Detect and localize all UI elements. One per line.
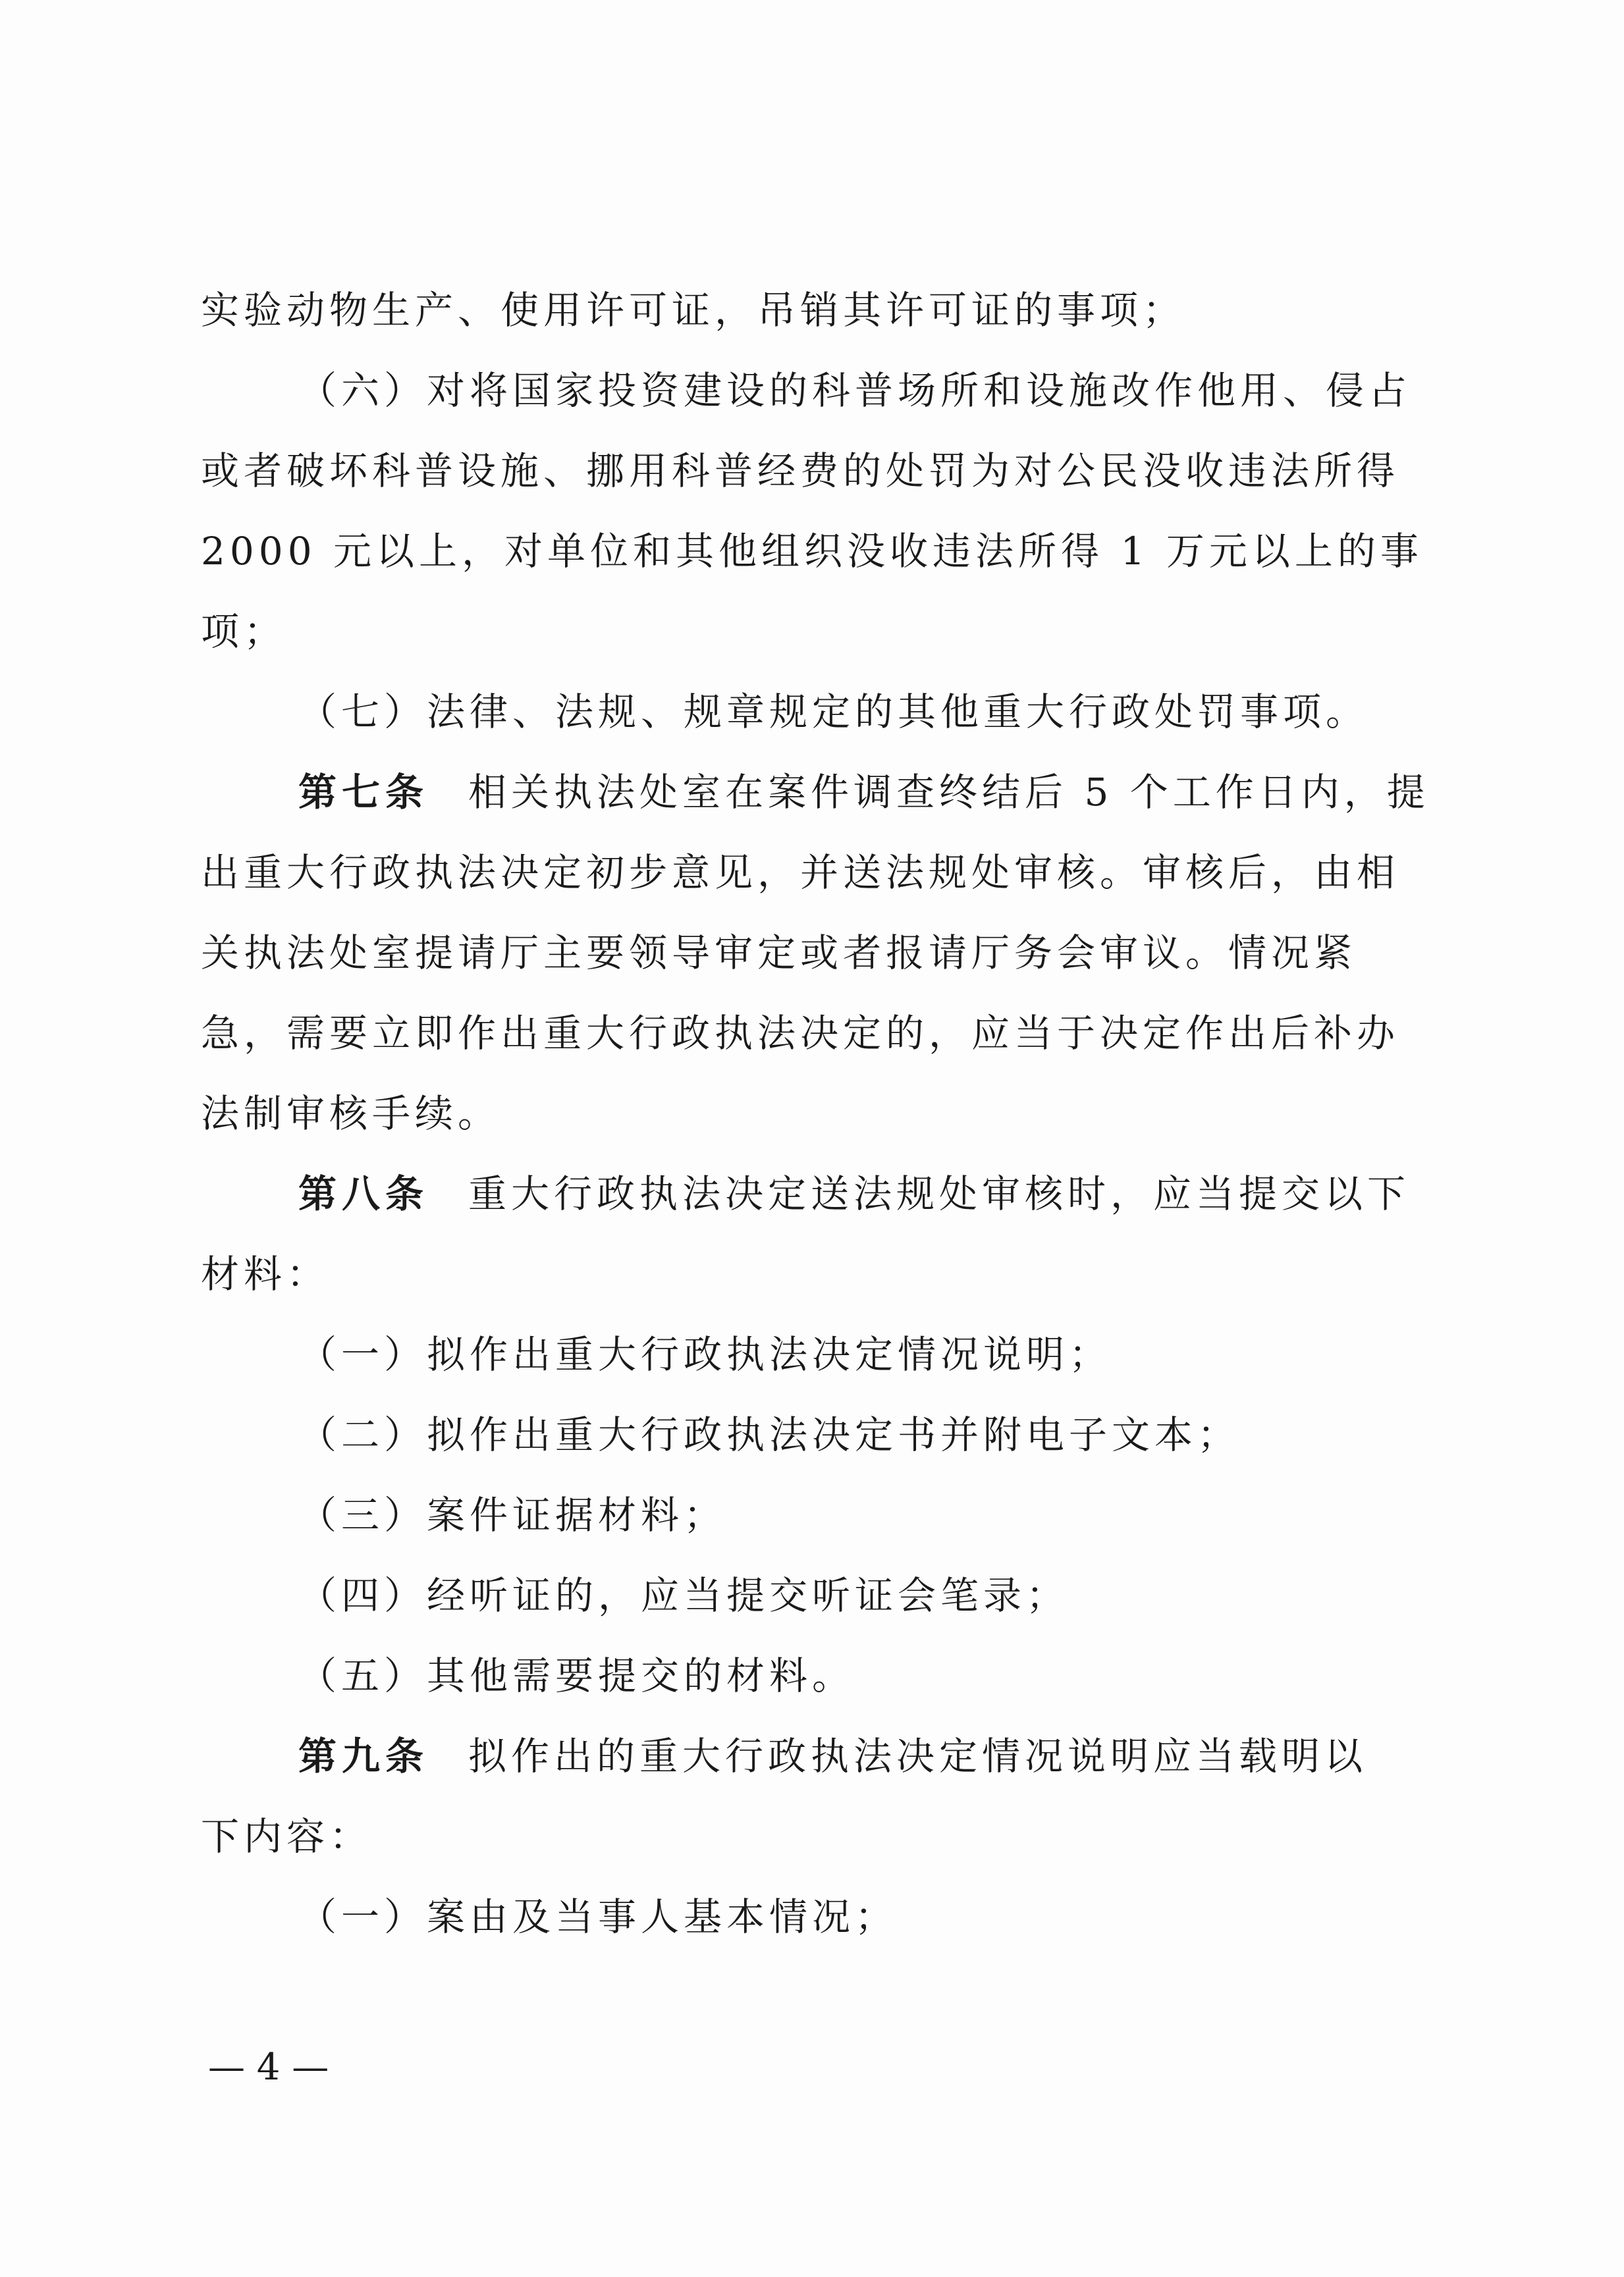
article-8-first-line bbox=[201, 1154, 1419, 1234]
article-7-heading: 第七条 bbox=[298, 770, 429, 815]
text-line: 下内容： bbox=[201, 1814, 373, 1859]
list-item-6: （六）对将国家投资建设的科普场所和设施改作他用、侵占 bbox=[298, 368, 1412, 413]
text-line: 项； bbox=[201, 609, 287, 654]
list-item-7: （七）法律、法规、规章规定的其他重大行政处罚事项。 bbox=[298, 689, 1369, 734]
text-line: 出重大行政执法决定初步意见，并送法规处审核。审核后，由相 bbox=[201, 850, 1400, 895]
text-line: 或者破坏科普设施、挪用科普经费的处罚为对公民没收违法所得 bbox=[201, 448, 1400, 493]
list-item-1: （一）拟作出重大行政执法决定情况说明； bbox=[298, 1332, 1112, 1377]
article-9-heading: 第九条 bbox=[298, 1734, 429, 1779]
list-item-4: （四）经听证的，应当提交听证会笔录； bbox=[298, 1573, 1069, 1618]
text-line: 2000 元以上，对单位和其他组织没收违法所得 1 万元以上的事 bbox=[201, 529, 1423, 574]
list-item-3: （三）案件证据材料； bbox=[298, 1493, 727, 1538]
article-9-text: 拟作出的重大行政执法决定情况说明应当载明以 bbox=[468, 1734, 1368, 1779]
text-line: 材料： bbox=[201, 1252, 330, 1297]
page-number: — 4 — bbox=[208, 2046, 329, 2089]
list-item-2: （二）拟作出重大行政执法决定书并附电子文本； bbox=[298, 1412, 1241, 1457]
article-7-text: 相关执法处室在案件调查终结后 5 个工作日内，提 bbox=[468, 770, 1430, 815]
document-body bbox=[201, 270, 1430, 1957]
article-9-first-line bbox=[201, 1716, 1419, 1796]
article-8-heading: 第八条 bbox=[298, 1171, 429, 1216]
list-item-5: （五）其他需要提交的材料。 bbox=[298, 1653, 855, 1698]
article-7-first-line bbox=[201, 752, 1430, 832]
text-line: 关执法处室提请厅主要领导审定或者报请厅务会审议。情况紧 bbox=[201, 930, 1357, 975]
text-line: 急，需要立即作出重大行政执法决定的，应当于决定作出后补办 bbox=[201, 1011, 1400, 1056]
text-line: 实验动物生产、使用许可证，吊销其许可证的事项； bbox=[201, 288, 1186, 333]
text-line: 法制审核手续。 bbox=[201, 1091, 501, 1136]
article-8-text: 重大行政执法决定送法规处审核时，应当提交以下 bbox=[468, 1171, 1411, 1216]
list-item-1: （一）案由及当事人基本情况； bbox=[298, 1894, 898, 1939]
